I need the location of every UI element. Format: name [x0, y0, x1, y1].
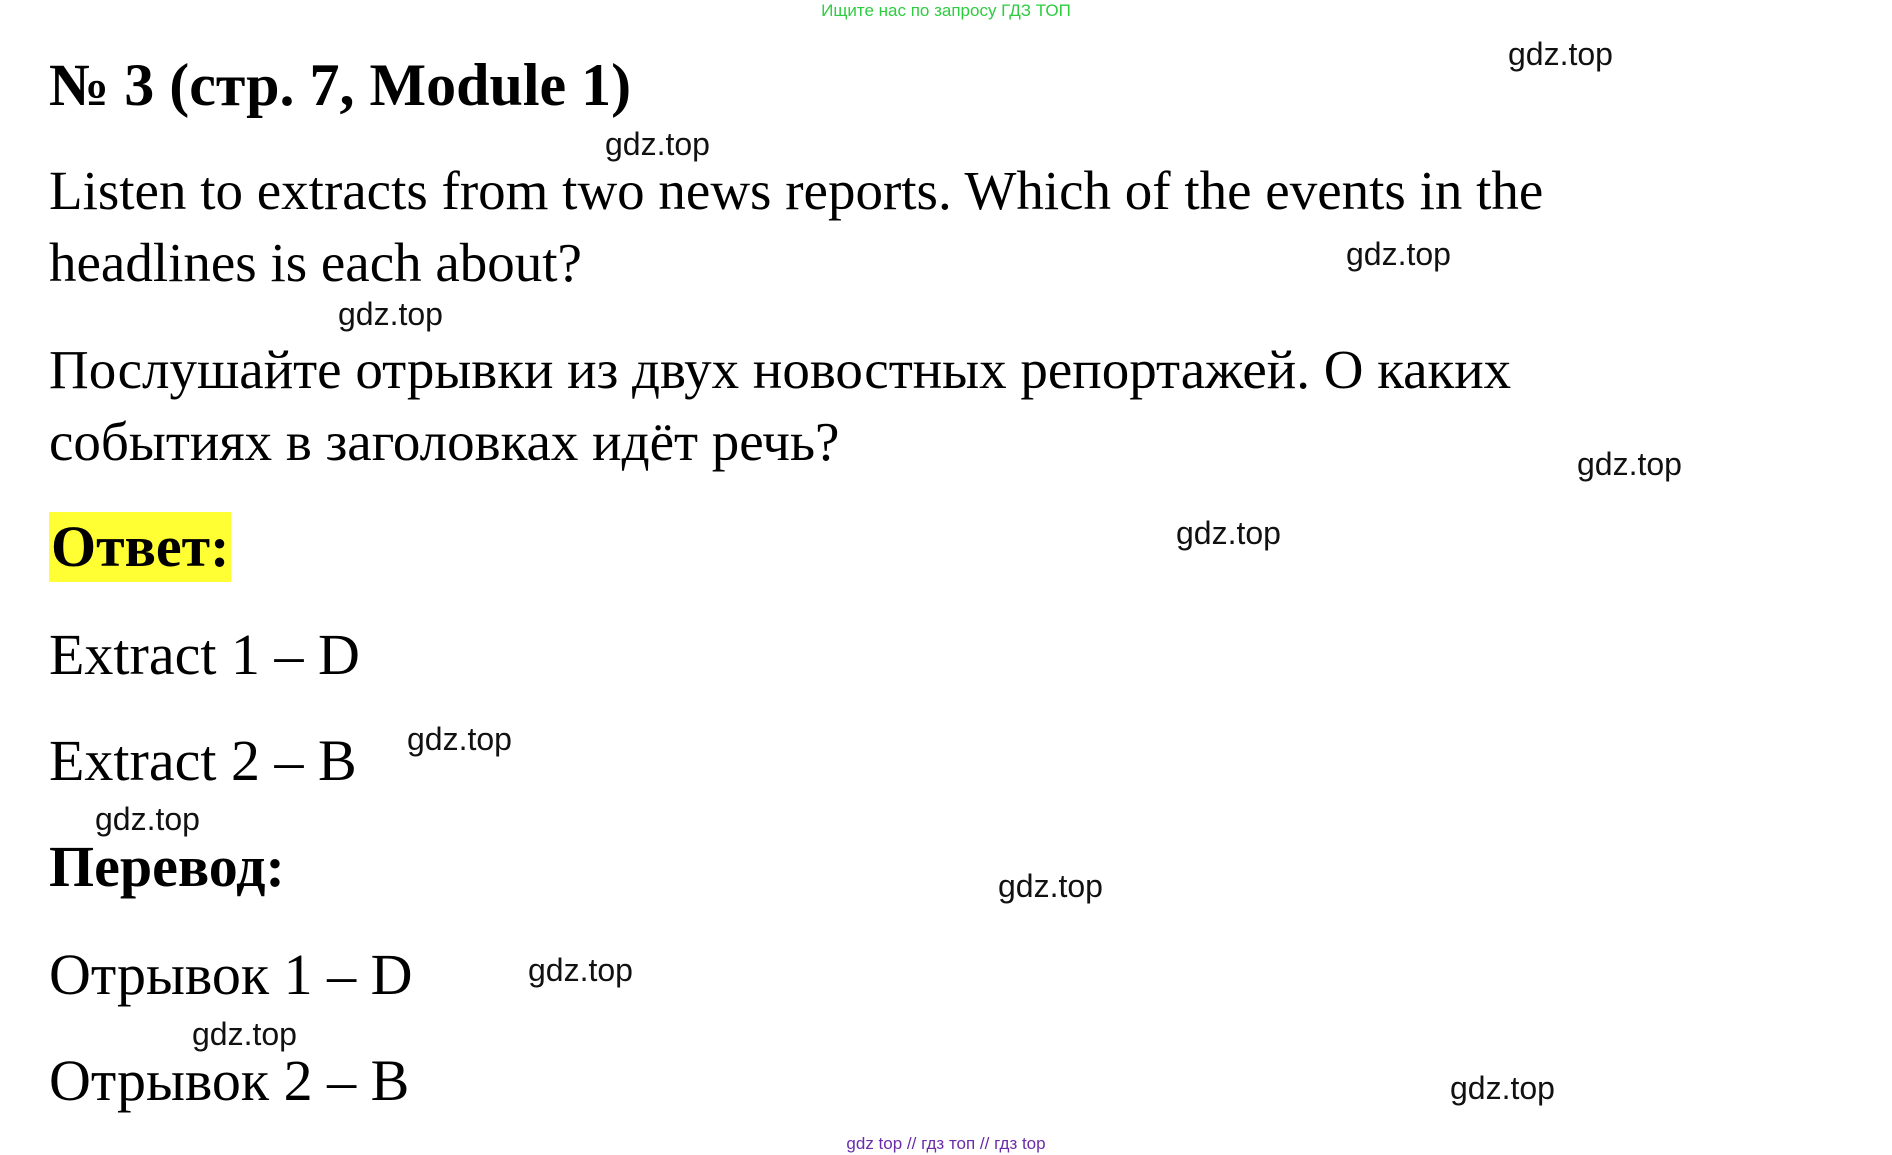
footer-links: gdz top // гдз топ // гдз top	[846, 1134, 1046, 1153]
watermark: gdz.top	[1346, 236, 1451, 272]
page-title: № 3 (стр. 7, Module 1)	[49, 52, 632, 118]
translation-line-1: Отрывок 1 – D	[49, 942, 413, 1007]
watermark: gdz.top	[1176, 515, 1281, 551]
answer-line-1: Extract 1 – D	[49, 622, 360, 687]
watermark: gdz.top	[1508, 36, 1613, 72]
watermark: gdz.top	[1577, 446, 1682, 482]
watermark: gdz.top	[605, 126, 710, 162]
translation-label: Перевод:	[49, 834, 285, 899]
top-banner: Ищите нас по запросу ГДЗ ТОП	[821, 1, 1071, 20]
task-en-line-1: Listen to extracts from two news reports. Which of the events in the	[49, 160, 1544, 221]
task-ru-line-2: событиях в заголовках идёт речь?	[49, 411, 840, 472]
answer-line-2: Extract 2 – B	[49, 728, 357, 793]
watermark: gdz.top	[998, 868, 1103, 904]
task-text-russian	[49, 334, 1511, 478]
watermark: gdz.top	[192, 1016, 297, 1052]
watermark: gdz.top	[1450, 1070, 1555, 1106]
watermark: gdz.top	[338, 296, 443, 332]
watermark: gdz.top	[407, 721, 512, 757]
watermark: gdz.top	[528, 952, 633, 988]
task-en-line-2: headlines is each about?	[49, 232, 582, 293]
task-ru-line-1: Послушайте отрывки из двух новостных репортажей. О каких	[49, 339, 1512, 400]
translation-line-2: Отрывок 2 – B	[49, 1048, 410, 1113]
answer-label: Ответ:	[49, 512, 231, 582]
watermark: gdz.top	[95, 801, 200, 837]
task-text-english	[49, 155, 1543, 299]
